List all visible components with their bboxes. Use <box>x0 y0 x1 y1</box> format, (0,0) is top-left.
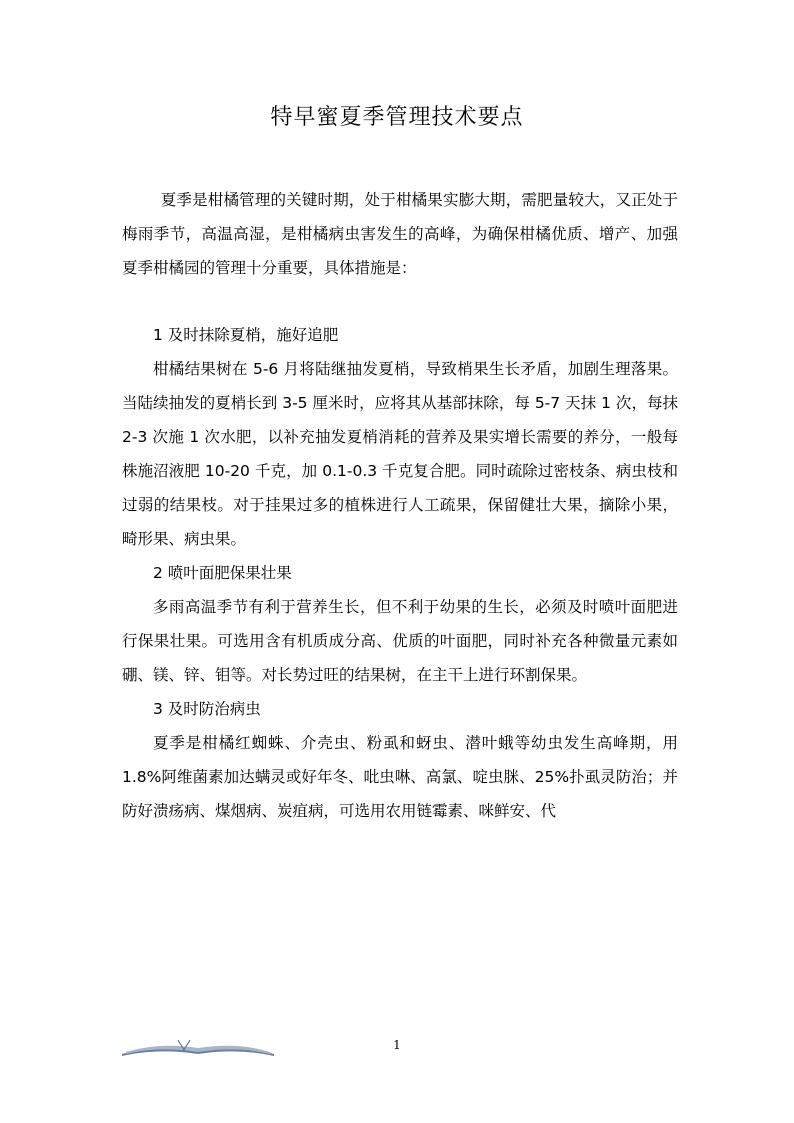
section-text-2: 多雨高温季节有利于营养生长，但不利于幼果的生长，必须及时喷叶面肥进行保果壮果。可选用含有机质成分高、优质的叶面肥，同时补充各种微量元素如硼、镁、锌、钼等。对长势过旺的结果树，在主干上进行环割保果。 <box>122 598 678 684</box>
document-body <box>122 183 678 828</box>
section-heading-1: 1 及时抹除夏梢，施好追肥 <box>153 326 339 344</box>
document-title: 特早蜜夏季管理技术要点 <box>270 105 524 130</box>
section-text-1: 柑橘结果树在 5-6 月将陆继抽发夏梢，导致梢果生长矛盾，加剧生理落果。当陆续抽发的夏梢长到 3-5 厘米时，应将其从基部抹除，每 5-7 天抹 1 次，每抹 2-3 次施 1 次水肥，以补充抽发夏梢消耗的营养及果实增长需要的养分，一般每株施沼液肥 10-20 千克，加 0.1-0.3 千克复合肥。同时疏除过密枝条、病虫枝和过弱的结果枝。对于挂果过多的植株进行人工疏果，保留健壮大果，摘除小果，畸形果、病虫果。 <box>122 360 678 548</box>
section-text-3: 夏季是柑橘红蜘蛛、介壳虫、粉虱和蚜虫、潜叶蛾等幼虫发生高峰期，用 1.8%阿维菌素加达螨灵或好年冬、吡虫啉、高氯、啶虫脒、25%扑虱灵防治；并防好溃疡病、煤烟病、炭疽病，可选用农用链霉素、咪鲜安、代 <box>122 734 678 820</box>
paragraph-gap <box>122 285 678 318</box>
section-heading-3: 3 及时防治病虫 <box>153 700 261 718</box>
section-heading-2: 2 喷叶面肥保果壮果 <box>153 564 292 582</box>
intro-paragraph: 夏季是柑橘管理的关键时期，处于柑橘果实膨大期，需肥量较大，又正处于梅雨季节，高温高湿，是柑橘病虫害发生的高峰，为确保柑橘优质、增产、加强夏季柑橘园的管理十分重要，具体措施是： <box>122 191 678 277</box>
page-number: 1 <box>393 1038 401 1052</box>
